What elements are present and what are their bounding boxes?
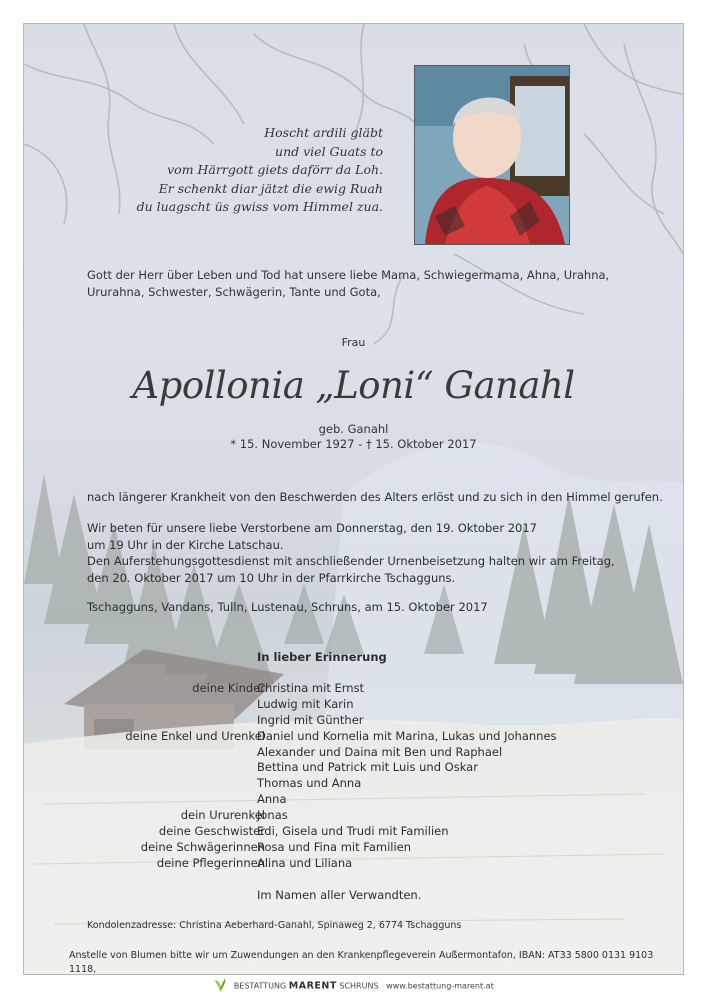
service-info: [87, 520, 677, 586]
mourner-label: deine Enkel und Urenkel: [125, 728, 265, 743]
mourner-names: Jonas: [257, 808, 288, 823]
mourner-names: Rosa und Fina mit Familien: [257, 839, 412, 854]
mourner-row: [24, 745, 683, 761]
service-line: Den Auferstehungsgottesdienst mit anschließender Urnenbeisetzung halten wir am Freitag,: [87, 554, 615, 568]
leaf-logo-icon: [213, 977, 227, 995]
mourner-row: [24, 713, 683, 729]
verse: [63, 124, 383, 217]
footer-web-link[interactable]: www.bestattung-marent.at: [386, 981, 494, 991]
place-date: Tschagguns, Vandans, Tulln, Lustenau, Schruns, am 15. Oktober 2017: [87, 600, 488, 614]
verse-line: Er schenkt diar jätzt die ewig Ruah: [158, 180, 383, 196]
mourner-label: deine Kinder: [192, 681, 265, 695]
mourner-row: [24, 824, 683, 840]
mourner-row: [24, 808, 683, 824]
mourner-names: Daniel und Kornelia mit Marina, Lukas und Johannes: [257, 728, 557, 743]
mourner-names: Bettina und Patrick mit Luis und Oskar: [257, 760, 478, 775]
parte-frame: [23, 23, 684, 975]
portrait-photo: [414, 65, 570, 245]
condolence-address: Kondolenzadresse: Christina Aeberhard-Ganahl, Spinaweg 2, 6774 Tschagguns: [87, 920, 462, 931]
footer-brand: MARENT: [288, 980, 337, 992]
verse-line: vom Härrgott giets daförr da Loh.: [167, 162, 383, 177]
mourner-names: Thomas und Anna: [257, 776, 362, 791]
mourner-names: Alexander und Daina mit Ben und Raphael: [257, 744, 503, 759]
mourner-label: deine Pflegerinnen: [156, 855, 265, 870]
memory-title: In lieber Erinnerung: [257, 650, 387, 664]
service-line: um 19 Uhr in der Kirche Latschau.: [87, 537, 284, 552]
mourner-row: [24, 792, 683, 808]
mourners-list: [24, 681, 683, 872]
donation-line: Anstelle von Blumen bitte wir um Zuwendungen an den Krankenpflegeverein Außermontafon, IBAN: AT33 5800 0131 9103 1118,: [69, 950, 654, 975]
closing-line: Im Namen aller Verwandten.: [257, 888, 422, 902]
intro-text: Gott der Herr über Leben und Tod hat unsere liebe Mama, Schwiegermama, Ahna, Urahna, Ururahna, Schwester, Schwägerin, Tante und Gota,: [87, 268, 610, 299]
mourner-row: [24, 760, 683, 776]
mourner-row: [24, 697, 683, 713]
footer-town: SCHRUNS: [339, 981, 379, 991]
mourner-label: deine Schwägerinnen: [140, 839, 265, 854]
verse-line: du luagscht üs gwiss vom Himmel zua.: [136, 199, 383, 214]
mourner-names: Edi, Gisela und Trudi mit Familien: [257, 824, 449, 839]
mourner-label: deine Geschwister: [158, 824, 265, 839]
passing-text: nach längerer Krankheit von den Beschwerden des Alters erlöst und zu sich in den Himmel gerufen.: [87, 490, 663, 504]
mourner-label: dein Ururenkel: [180, 808, 265, 823]
mourner-names: Alina und Liliana: [257, 855, 353, 870]
mourner-names: Anna: [257, 792, 287, 807]
verse-line: Hoscht ardili gläbt: [264, 125, 383, 140]
deceased-title: Frau: [341, 336, 366, 349]
mourner-names: Ingrid mit Günther: [257, 712, 364, 727]
portrait-image: [415, 66, 569, 244]
mourner-names: Ludwig mit Karin: [257, 696, 354, 711]
mourner-row: [24, 840, 683, 856]
mourner-row: [24, 776, 683, 792]
mourner-names: Christina mit Ernst: [257, 681, 365, 695]
footer: [0, 977, 707, 995]
life-dates: * 15. November 1927 - † 15. Oktober 2017: [230, 437, 477, 451]
donation-note: [69, 949, 679, 975]
deceased-name: Apollonia „Loni“ Ganahl: [132, 364, 575, 407]
maiden-name: geb. Ganahl: [318, 422, 389, 436]
service-line: den 20. Oktober 2017 um 10 Uhr in der Pfarrkirche Tschagguns.: [87, 570, 456, 585]
service-line: Wir beten für unsere liebe Verstorbene am Donnerstag, den 19. Oktober 2017: [87, 521, 537, 535]
verse-line: und viel Guats to: [275, 143, 383, 159]
footer-prefix: BESTATTUNG: [233, 981, 287, 991]
mourner-row: [24, 856, 683, 872]
mourner-row: [24, 729, 683, 745]
mourner-row: [24, 681, 683, 697]
